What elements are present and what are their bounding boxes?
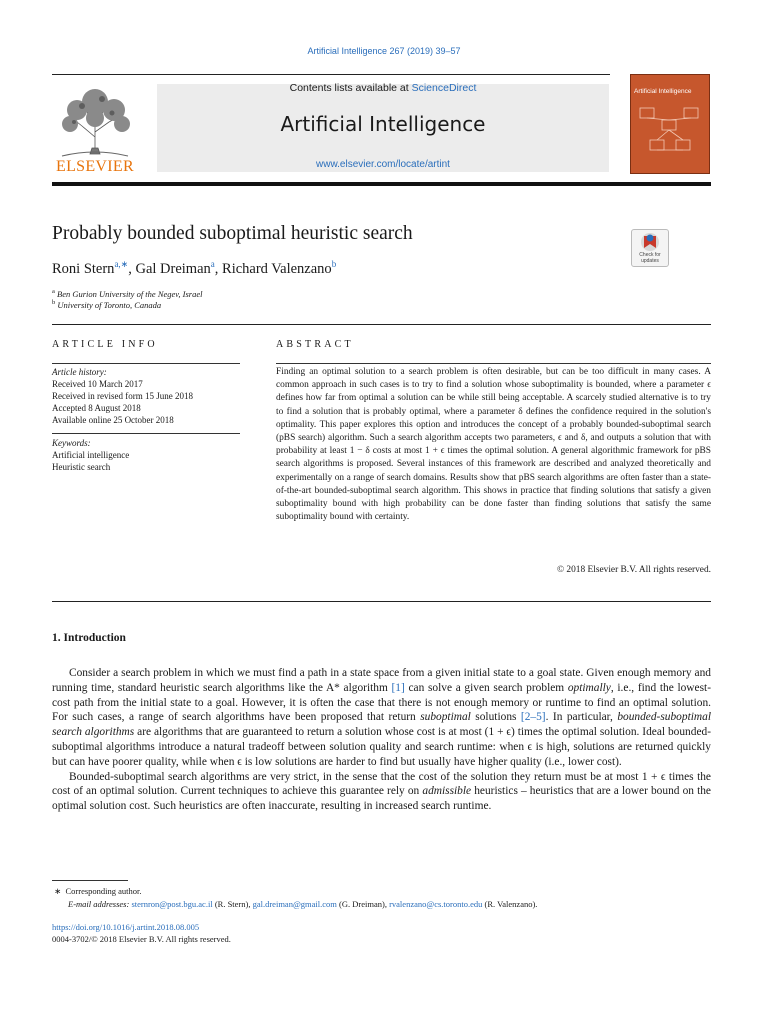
contents-prefix: Contents lists available at	[289, 82, 412, 94]
history-label: Article history:	[52, 367, 107, 377]
emphasis: optimally	[567, 681, 611, 694]
author-name[interactable]: Roni Stern	[52, 260, 115, 277]
check-for-updates-button[interactable]	[631, 229, 669, 267]
author-name[interactable]: Gal Dreiman	[135, 260, 211, 277]
affiliation-mark: a	[52, 288, 55, 295]
elsevier-wordmark: ELSEVIER	[56, 158, 134, 175]
abstract-text: Finding an optimal solution to a search problem is often desirable, but can be too difficult in many cases. A common approach in such cases is to try to find a solution whose suboptimality is bounded, where a parameter ϵ defines how far from optimal a solution can be while still being acceptable. A scarcely studied alternative is to try to find a solution that is probably optimal, where a parameter δ defines the confidence required in the solution's optimality. This paper explores this option and introduces the concept of a probably bounded-suboptimal search (pBS search) algorithm. Such a search algorithm accepts two parameters, ϵ and δ, and outputs a solution that with probability at least 1 − δ costs at most 1 + ϵ times the optimal solution. A general algorithmic framework for pBS search algorithms is proposed. Several instances of this framework are described and analyzed theoretically and experimentally on a range of search domains. Results show that pBS search algorithms are often faster than a state-of-the-art bounded-suboptimal search algorithm. This shows in practice that finding solutions that satisfy a given suboptimality bound with high probability can be done faster than finding solutions that satisfy the same suboptimality bound with certainty.	[276, 367, 711, 523]
history-item: Received in revised form 15 June 2018	[52, 391, 193, 401]
affiliation	[52, 299, 161, 310]
journal-reference[interactable]: Artificial Intelligence 267 (2019) 39–57	[307, 46, 461, 56]
article-info-rule	[52, 363, 240, 364]
footnote-rule	[52, 880, 128, 881]
keyword: Artificial intelligence	[52, 450, 130, 460]
paragraph	[52, 666, 711, 770]
text-run: are algorithms that are guaranteed to return a solution whose cost is at most (1 + ϵ) times the optimal solution. Ideal bounded-suboptimal algorithms introduce a natural tradeoff between solution quality and search runtime: when ϵ is high, solutions are returned quickly but can have poorer quality, while when ϵ is low solutions are harder to find but usually have higher quality (i.e., lower cost).	[52, 726, 711, 768]
paragraph	[52, 770, 711, 814]
author-sup[interactable]: b	[331, 259, 337, 269]
email-link[interactable]: sternron@post.bgu.ac.il	[131, 899, 213, 909]
text-run: Bounded-suboptimal search algorithms are very strict, in the sense that the cost of the solution they return must be at most 1 + ϵ times the cost of an optimal solution. Current techniques to achieve this guarantee rely on	[52, 770, 711, 798]
author-sup[interactable]: a,∗	[114, 259, 129, 269]
cover-graph-icon	[636, 104, 704, 166]
check-for-updates-label: Check for updates	[639, 252, 661, 264]
history-item: Available online 25 October 2018	[52, 415, 174, 425]
sciencedirect-link[interactable]: ScienceDirect	[411, 82, 477, 94]
affiliation-mark: b	[52, 299, 56, 306]
doi-link[interactable]: https://doi.org/10.1016/j.artint.2018.08.005	[52, 922, 200, 932]
emphasis: bounded-suboptimal search algorithms	[52, 711, 711, 739]
cover-title: Artificial Intelligence	[634, 88, 692, 95]
body-text	[52, 666, 711, 814]
author-list: Roni Stern$^{a,∗}$, Gal Dreiman$^a$, Richard Valenzano$^b$	[52, 259, 337, 277]
author-name[interactable]: Richard Valenzano	[222, 260, 332, 277]
abstract-copyright: © 2018 Elsevier B.V. All rights reserved.	[556, 565, 711, 575]
contents-line	[157, 82, 609, 94]
text-run: solutions	[470, 711, 521, 724]
email-link[interactable]: gal.dreiman@gmail.com	[252, 899, 337, 909]
affiliation	[52, 288, 203, 299]
abstract-rule	[276, 363, 711, 364]
keywords-label: Keywords:	[52, 438, 91, 448]
email-owner: (R. Stern),	[212, 899, 253, 909]
text-run: heuristics – heuristics that are a lower bound on the optimal solution cost. Such heuristics are often inaccurate, resulting in increased search runtime.	[52, 785, 711, 813]
header-rule	[52, 74, 610, 75]
history-item: Received 10 March 2017	[52, 379, 143, 389]
article-info-heading: ARTICLE INFO	[52, 339, 158, 350]
history-item: Accepted 8 August 2018	[52, 403, 141, 413]
front-matter-rule	[52, 601, 711, 602]
abstract-heading: ABSTRACT	[276, 339, 354, 350]
emphasis: suboptimal	[420, 711, 471, 724]
text-run: , i.e., find the lowest-cost path from the initial state to a goal. However, it is often the case that there is not enough memory or runtime to find an optimal solution. For such cases, a range of search algorithms have been proposed that return	[52, 681, 711, 724]
author-sup[interactable]: a	[210, 259, 215, 269]
footnote-text: Corresponding author.	[65, 886, 142, 896]
emphasis: admissible	[422, 785, 472, 798]
citation-link[interactable]: [1]	[391, 681, 405, 694]
email-owner: (R. Valenzano).	[482, 899, 538, 909]
keywords-block	[52, 437, 242, 473]
title-block-rule	[52, 324, 711, 325]
email-owner: (G. Dreiman),	[336, 899, 390, 909]
issn-line: 0004-3702/© 2018 Elsevier B.V. All rights reserved.	[52, 934, 231, 944]
email-note	[68, 899, 708, 909]
affiliation-text: Ben Gurion University of the Negev, Israel	[57, 288, 203, 299]
footnote-mark: ∗	[54, 886, 62, 896]
citation-link[interactable]: [2–5]	[520, 711, 546, 724]
journal-url-link[interactable]: www.elsevier.com/locate/artint	[316, 159, 450, 170]
affiliation-text: University of Toronto, Canada	[57, 299, 162, 310]
section-heading: 1. Introduction	[52, 632, 126, 644]
keyword: Heuristic search	[52, 462, 111, 472]
text-run: Consider a search problem in which we must find a path in a state space from a given initial state to a goal state. Given enough memory and running time, standard heuristic search algorithms like the A* algorithm	[52, 667, 711, 694]
journal-title: Artificial Intelligence	[280, 112, 486, 136]
corresponding-author-note	[52, 886, 711, 897]
masthead-thick-rule	[52, 182, 711, 186]
text-run: . In particular,	[545, 711, 618, 724]
email-link[interactable]: rvalenzano@cs.toronto.edu	[389, 899, 483, 909]
article-history	[52, 366, 242, 426]
article-title: Probably bounded suboptimal heuristic search	[52, 223, 413, 244]
text-run: can solve a given search problem	[404, 681, 568, 694]
email-label: E-mail addresses:	[68, 899, 130, 909]
keywords-rule	[52, 433, 240, 434]
